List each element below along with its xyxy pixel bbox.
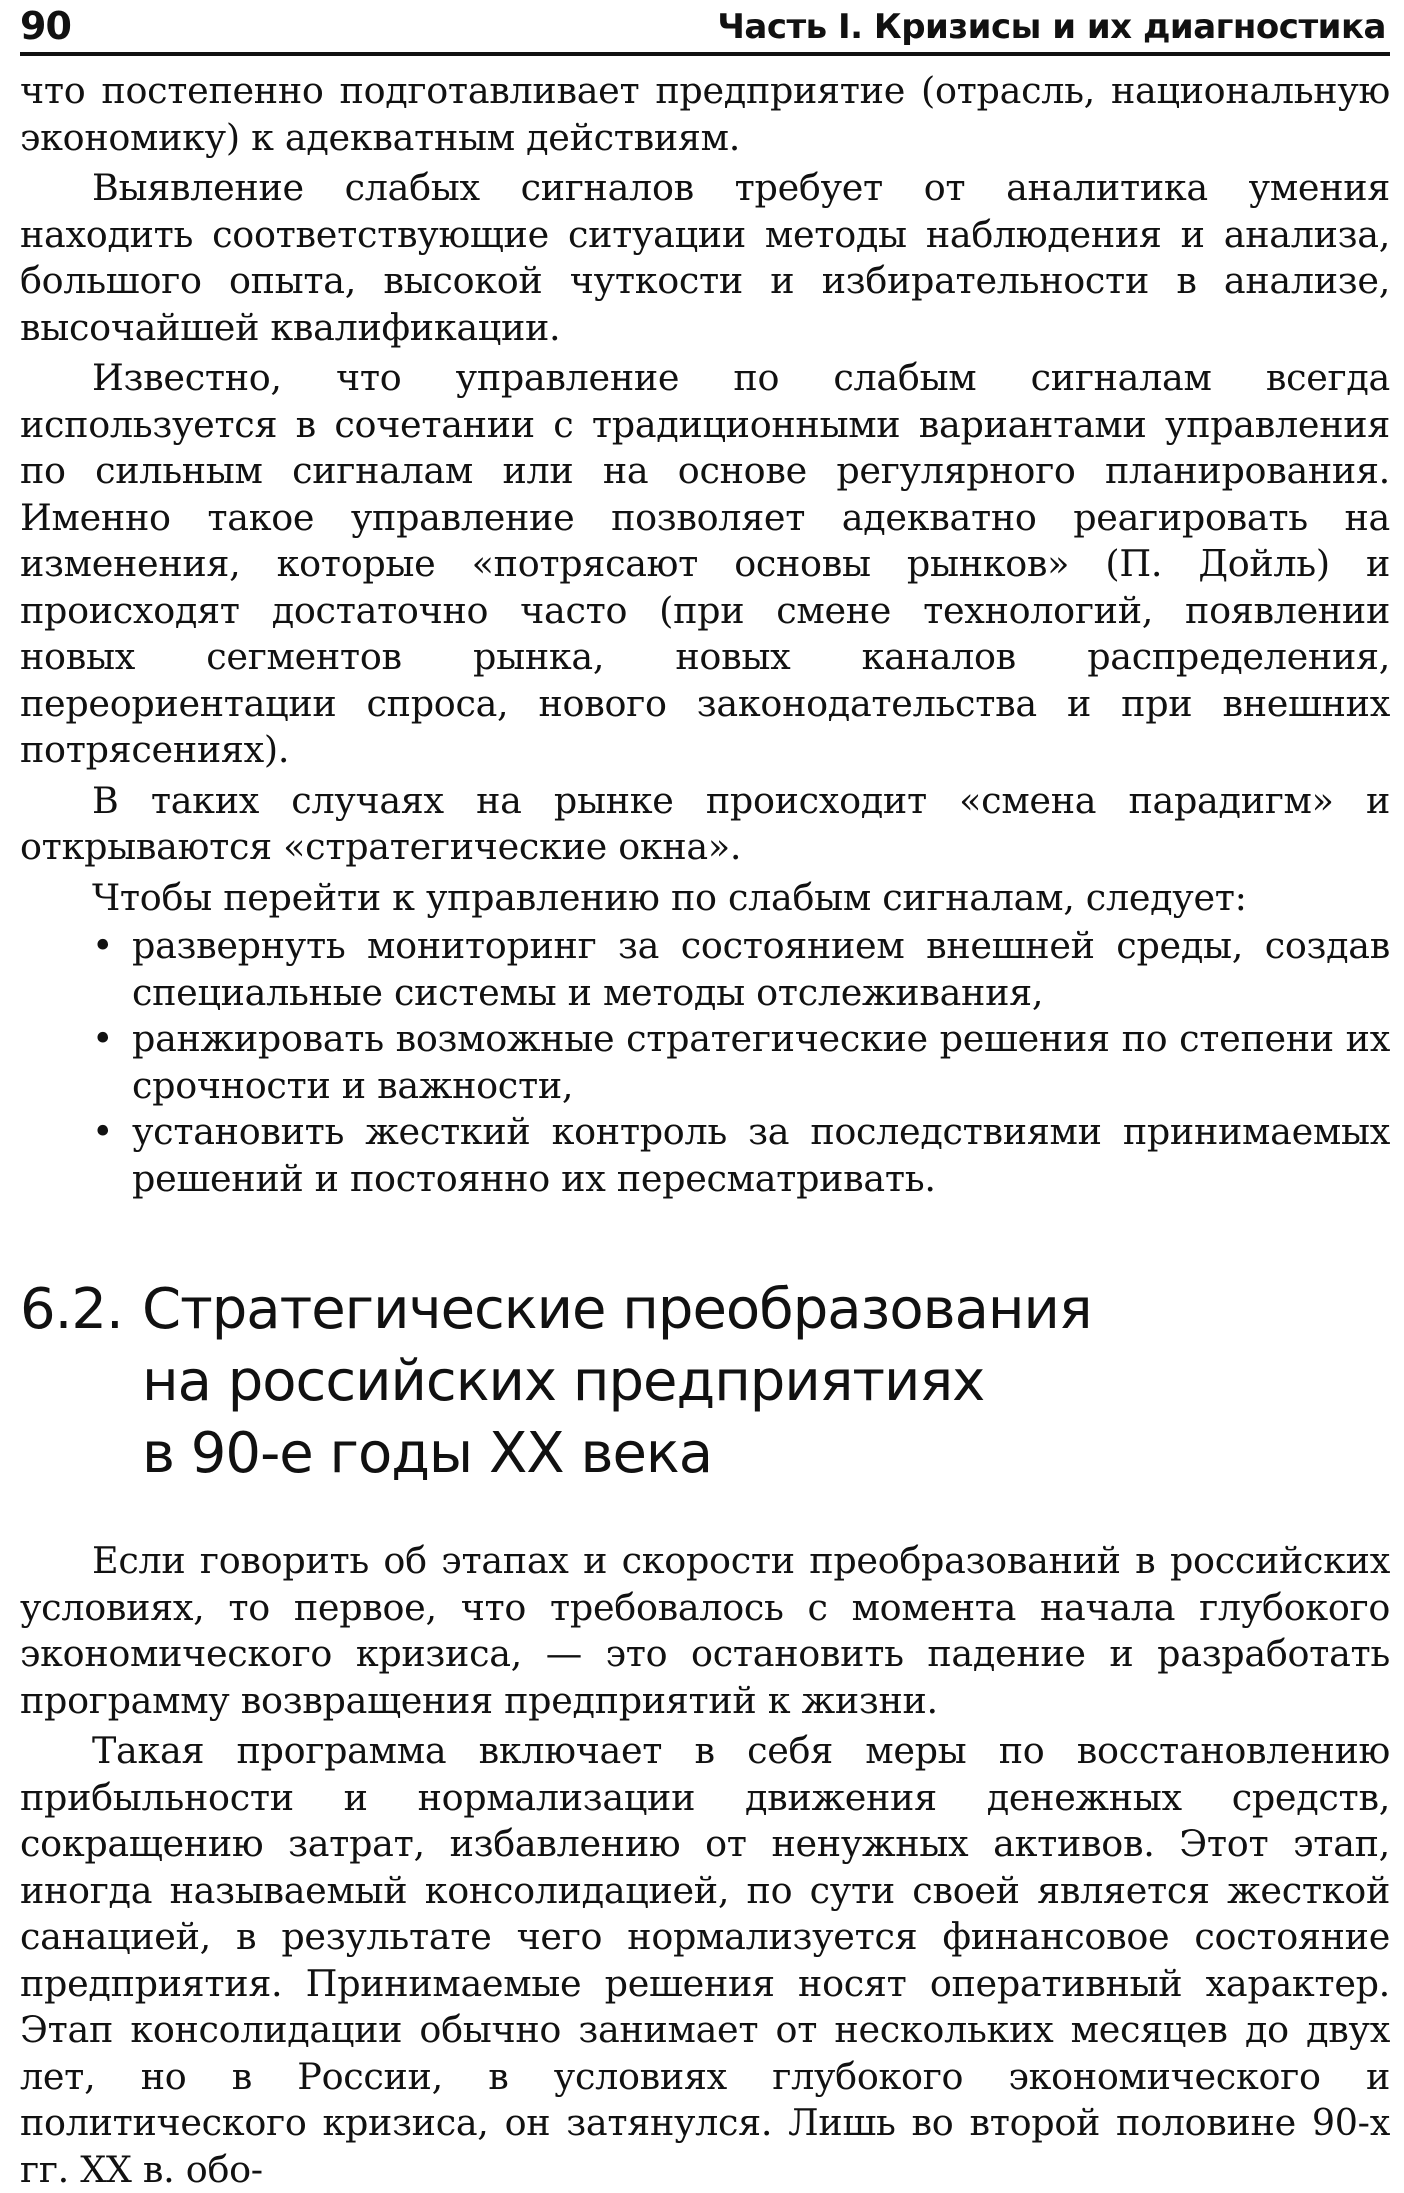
- list-item-text: ранжировать возможные стратегические решения по степени их срочности и важности,: [132, 1017, 1390, 1107]
- book-page: [20, 0, 1390, 2193]
- list-item-text: установить жесткий контроль за последствиями принимаемых решений и постоянно их пересматривать.: [132, 1110, 1390, 1200]
- paragraph-paradigm: В таких случаях на рынке происходит «смена парадигм» и открываются «стратегические окна».: [20, 778, 1390, 868]
- list-item-text: развернуть мониторинг за состоянием внешней среды, создав специальные системы и методы отслеживания,: [132, 924, 1390, 1014]
- page-header: [20, 0, 1390, 56]
- bullet-icon: •: [92, 1110, 114, 1153]
- section-title-part-1: Стратегические преобразования: [142, 1277, 1092, 1342]
- paragraph-management: Известно, что управление по слабым сигналам всегда используется в сочетании с традиционными вариантами управления по сильным сигналам или на основе регулярного планирования. Именно такое управление позволяет адекватно реагировать на изменения, которые «потрясают основы рынков» (П. Дойль) и происходят достаточно часто (при смене технологий, появлении новых сегментов рынка, новых каналов распределения, переориентации спроса, нового законодательства и при внешних потрясениях).: [20, 356, 1390, 771]
- section-number: 6.2.: [20, 1277, 123, 1342]
- bullet-list: [20, 923, 1390, 1202]
- paragraph-list-intro: Чтобы перейти к управлению по слабым сигналам, следует:: [92, 875, 1247, 919]
- section-title-part-2: на российских предприятиях: [142, 1349, 985, 1414]
- list-item: [20, 923, 1390, 1016]
- running-title: Часть I. Кризисы и их диагностика: [717, 7, 1386, 47]
- section-heading-line-1: [20, 1274, 1390, 1346]
- bullet-icon: •: [92, 924, 114, 967]
- paragraph-weak-signals: Выявление слабых сигналов требует от аналитика умения находить соответствующие ситуации методы наблюдения и анализа, большого опыта, высокой чуткости и избирательности в анализе, высочайшей квалификации.: [20, 166, 1390, 349]
- text-block-before: [20, 68, 1390, 1202]
- section-title-part-3: в 90-е годы XX века: [142, 1421, 713, 1486]
- bullet-icon: •: [92, 1017, 114, 1060]
- paragraph-stages: Если говорить об этапах и скорости преобразований в российских условиях, то первое, что требовалось с момента начала глубокого экономического кризиса, — это остановить падение и разработать программу возвращения предприятий к жизни.: [20, 1539, 1390, 1722]
- list-item: [20, 1109, 1390, 1202]
- text-block-after: [20, 1538, 1390, 2193]
- page-number: 90: [20, 4, 71, 48]
- list-item: [20, 1016, 1390, 1109]
- paragraph-program: Такая программа включает в себя меры по восстановлению прибыльности и нормализации движения денежных средств, сокращению затрат, избавлению от ненужных активов. Этот этап, иногда называемый консолидацией, по сути своей является жесткой санацией, в результате чего нормализуется финансовое состояние предприятия. Принимаемые решения носят оперативный характер. Этап консолидации обычно занимает от нескольких месяцев до двух лет, но в России, в условиях глубокого экономического и политического кризиса, он затянулся. Лишь во второй половине 90-х гг. XX в. обо-: [20, 1729, 1390, 2191]
- paragraph-continuation: что постепенно подготавливает предприятие (отрасль, национальную экономику) к адекватным действиям.: [20, 69, 1390, 159]
- section-heading: [20, 1274, 1390, 1490]
